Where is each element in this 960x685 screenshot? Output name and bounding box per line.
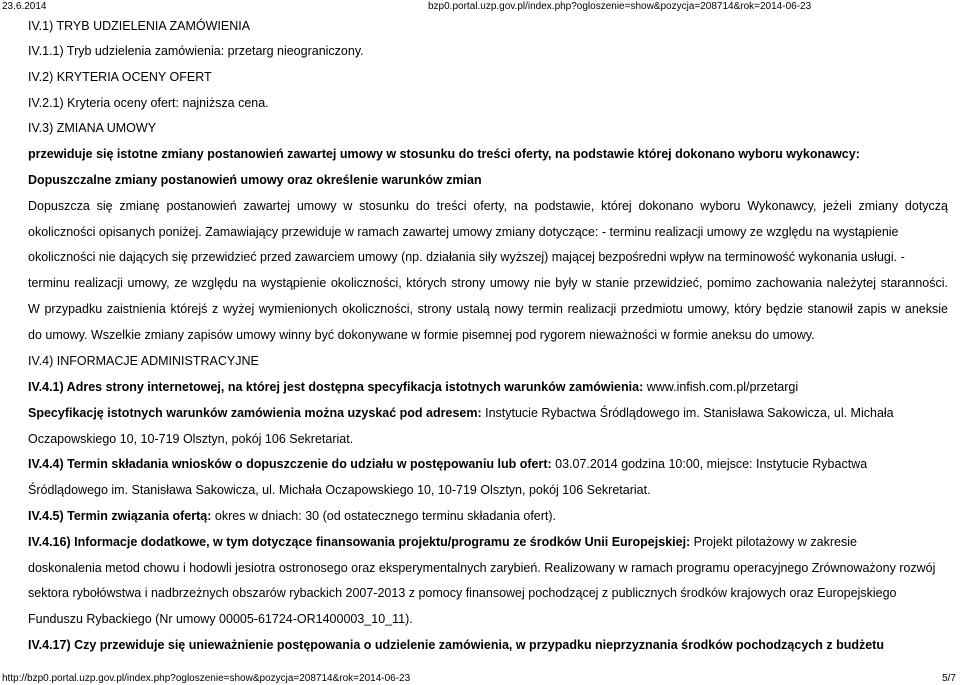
field-label: IV.4.5) Termin związania ofertą: bbox=[28, 509, 212, 523]
field-row bbox=[28, 44, 364, 58]
field-value: Instytucie Rybactwa Śródlądowego im. Stanisława Sakowicza, ul. Michała bbox=[481, 406, 894, 420]
field-value: Projekt pilotażowy w zakresie bbox=[690, 535, 857, 549]
bold-statement: Dopuszczalne zmiany postanowień umowy oraz określenie warunków zmian bbox=[28, 173, 482, 187]
paragraph-line: terminu realizacji umowy, ze względu na wystąpienie okoliczności, których strony umowy nie były w stanie przewidzieć, pomimo zachowania należytej staranności. bbox=[28, 276, 948, 290]
field-value: przetarg nieograniczony. bbox=[224, 44, 364, 58]
field-value: najniższa cena. bbox=[179, 96, 269, 110]
paragraph-line: okoliczności nie dających się przewidzieć przed zawarciem umowy (np. działania siły wyższej) mającej bezpośredni wpływ na terminowość wykonania usługi. - bbox=[28, 250, 905, 264]
field-row bbox=[28, 535, 857, 549]
section-heading: IV.1) TRYB UDZIELENIA ZAMÓWIENIA bbox=[28, 19, 251, 33]
section-heading: IV.2) KRYTERIA OCENY OFERT bbox=[28, 70, 212, 84]
page-header-url: bzp0.portal.uzp.gov.pl/index.php?ogloszenie=show&pozycja=208714&rok=2014-06-23 bbox=[428, 1, 812, 12]
paragraph-line: Funduszu Rybackiego (Nr umowy 00005-61724-OR1400003_10_11). bbox=[28, 612, 413, 626]
field-value-continued: Śródlądowego im. Stanisława Sakowicza, ul. Michała Oczapowskiego 10, 10-719 Olsztyn, pokój 106 Sekretariat. bbox=[28, 483, 651, 497]
field-value: 03.07.2014 godzina 10:00, miejsce: Instytucie Rybactwa bbox=[551, 457, 868, 471]
field-label: IV.4.1) Adres strony internetowej, na której jest dostępna specyfikacja istotnych warunków zamówienia: bbox=[28, 380, 644, 394]
field-label: Specyfikację istotnych warunków zamówienia można uzyskać pod adresem: bbox=[28, 406, 482, 420]
paragraph-line: do umowy. Wszelkie zmiany zapisów umowy winny być dokonywane w formie pisemnej pod rygorem nieważności w formie aneksu do umowy. bbox=[28, 328, 815, 342]
field-value: www.infish.com.pl/przetargi bbox=[643, 380, 799, 394]
section-heading: IV.3) ZMIANA UMOWY bbox=[28, 121, 157, 135]
page-footer-url[interactable]: http://bzp0.portal.uzp.gov.pl/index.php?ogloszenie=show&pozycja=208714&rok=2014-06-23 bbox=[2, 673, 411, 684]
section-heading: IV.4) INFORMACJE ADMINISTRACYJNE bbox=[28, 354, 259, 368]
field-row bbox=[28, 380, 798, 394]
bold-statement: przewiduje się istotne zmiany postanowień zawartej umowy w stosunku do treści oferty, na podstawie której dokonano wyboru wykonawcy: bbox=[28, 147, 860, 161]
paragraph-line: okoliczności opisanych poniżej. Zamawiający przewiduje w ramach zawartej umowy zmiany dotyczące: - terminu realizacji umowy ze względu na wystąpienie bbox=[28, 225, 899, 239]
page-header-date: 23.6.2014 bbox=[2, 1, 47, 12]
field-label: IV.4.4) Termin składania wniosków o dopuszczenie do udziału w postępowaniu lub ofert: bbox=[28, 457, 552, 471]
paragraph-line: sektora rybołówstwa i nadbrzeżnych obszarów rybackich 2007-2013 z pomocy finansowej pochodzącej z publicznych środków krajowych oraz Europejskiego bbox=[28, 586, 897, 600]
field-row bbox=[28, 457, 867, 471]
paragraph-line: W przypadku zaistnienia którejś z wyżej wymienionych okoliczności, strony ustalą nowy termin realizacji przedmiotu umowy, który będzie stanowił zapis w aneksie bbox=[28, 302, 948, 316]
paragraph-line: Dopuszcza się zmianę postanowień zawartej umowy w stosunku do treści oferty, na podstawie, której dokonano wyboru Wykonawcy, jeżeli zmiany dotyczą bbox=[28, 199, 948, 213]
field-value: okres w dniach: 30 (od ostatecznego terminu składania ofert). bbox=[211, 509, 557, 523]
paragraph-line: doskonalenia metod chowu i hodowli jesiotra ostronosego oraz eksperymentalnych zarybień. Realizowany w ramach programu operacyjnego Zrównoważony rozwój bbox=[28, 561, 936, 575]
page-number: 5/7 bbox=[942, 673, 956, 684]
field-row bbox=[28, 509, 556, 523]
field-row bbox=[28, 96, 269, 110]
field-label: IV.1.1) Tryb udzielenia zamówienia: bbox=[28, 44, 225, 58]
field-value-continued: Oczapowskiego 10, 10-719 Olsztyn, pokój 106 Sekretariat. bbox=[28, 432, 354, 446]
field-label: IV.4.16) Informacje dodatkowe, w tym dotyczące finansowania projektu/programu ze środków Unii Europejskiej: bbox=[28, 535, 691, 549]
field-label: IV.4.17) Czy przewiduje się unieważnienie postępowania o udzielenie zamówienia, w przypadku nieprzyznania środków pochodzących z budżetu bbox=[28, 638, 884, 652]
field-label: IV.2.1) Kryteria oceny ofert: bbox=[28, 96, 180, 110]
field-row bbox=[28, 406, 894, 420]
